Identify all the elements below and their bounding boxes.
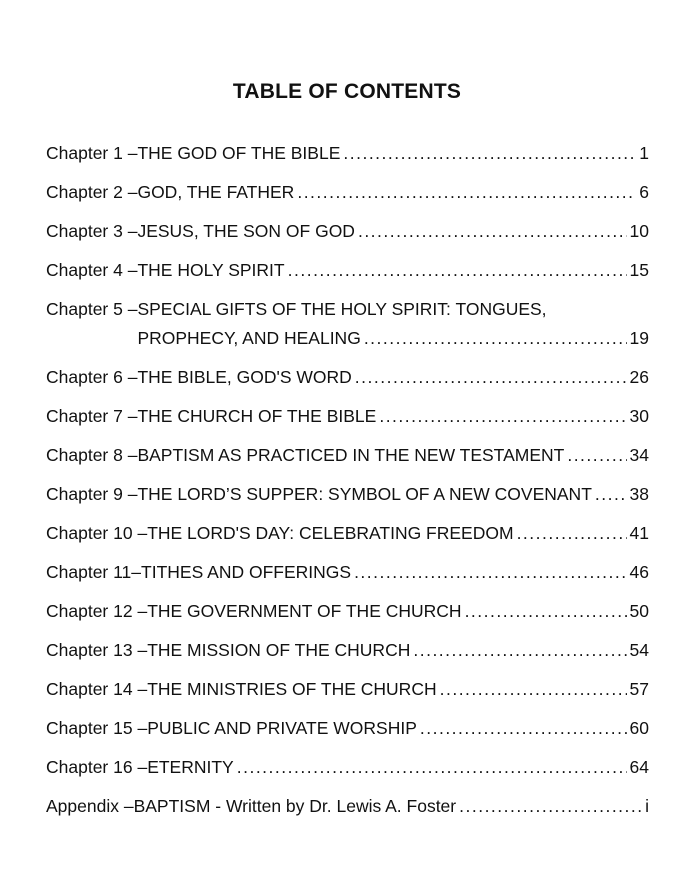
toc-entry-title: GOD, THE FATHER [137, 182, 295, 202]
toc-entry [46, 139, 649, 168]
toc-entry [46, 256, 649, 285]
dot-leader [358, 217, 627, 246]
toc-page-number: i [645, 796, 649, 816]
toc-entry-prefix: Chapter 5 – [46, 299, 138, 319]
toc-entry-title: THE MINISTRIES OF THE CHURCH [147, 679, 437, 699]
dot-leader [595, 480, 627, 509]
toc-entry [46, 295, 649, 353]
toc-entry-prefix: Chapter 6 – [46, 367, 138, 387]
toc-entry [46, 597, 649, 626]
toc-entry-title: BAPTISM - Written by Dr. Lewis A. Foster [133, 796, 457, 816]
toc-entry-prefix: Appendix – [46, 796, 134, 816]
dot-leader [465, 597, 627, 626]
toc-entry-title: THE GOD OF THE BIBLE [137, 143, 341, 163]
toc-page-number: 57 [629, 679, 649, 699]
toc-entry-title: JESUS, THE SON OF GOD [137, 221, 355, 241]
toc-page-number: 1 [639, 143, 649, 163]
page-title: TABLE OF CONTENTS [232, 80, 462, 103]
toc-page-number: 10 [629, 221, 649, 241]
toc-entry-title: BAPTISM AS PRACTICED IN THE NEW TESTAMENT [137, 445, 565, 465]
toc-page-number: 38 [629, 484, 649, 504]
toc-entry-prefix: Chapter 13 – [46, 640, 148, 660]
toc-entry-prefix: Chapter 10 – [46, 523, 148, 543]
toc-entry [46, 714, 649, 743]
toc-page-number: 19 [629, 328, 649, 348]
toc-page-number: 41 [629, 523, 649, 543]
toc-entry [46, 217, 649, 246]
toc-page-number: 6 [639, 182, 649, 202]
toc-entry-prefix: Chapter 14 – [46, 679, 148, 699]
toc-entry [46, 363, 649, 392]
toc-entry-prefix: Chapter 12 – [46, 601, 148, 621]
toc-entry-title: SPECIAL GIFTS OF THE HOLY SPIRIT: TONGUES, [137, 299, 547, 319]
toc-entry-title: THE GOVERNMENT OF THE CHURCH [147, 601, 462, 621]
toc-entry-title: PUBLIC AND PRIVATE WORSHIP [147, 718, 417, 738]
toc-entry [46, 792, 649, 821]
dot-leader [354, 558, 626, 587]
toc-entry-title: THE LORD’S SUPPER: SYMBOL OF A NEW COVENANT [137, 484, 592, 504]
toc-entry [46, 402, 649, 431]
toc-entry [46, 558, 649, 587]
toc-entry-prefix: Chapter 11– [46, 562, 142, 582]
toc-entry-title: THE MISSION OF THE CHURCH [147, 640, 411, 660]
dot-leader [288, 256, 627, 285]
toc-page-number: 26 [629, 367, 649, 387]
toc-entry-prefix: Chapter 4 – [46, 260, 138, 280]
toc-entry-prefix: Chapter 7 – [46, 406, 138, 426]
toc-entry [46, 636, 649, 665]
toc-entry-prefix: Chapter 16 – [46, 757, 148, 777]
dot-leader [459, 792, 642, 821]
dot-leader [343, 139, 636, 168]
toc-entry-title: THE LORD'S DAY: CELEBRATING FREEDOM [147, 523, 514, 543]
toc-entry-prefix: Chapter 8 – [46, 445, 138, 465]
dot-leader [567, 441, 626, 470]
toc-entry-prefix: Chapter 1 – [46, 143, 138, 163]
toc-entry-title: TITHES AND OFFERINGS [141, 562, 352, 582]
toc-entry [46, 675, 649, 704]
dot-leader [517, 519, 627, 548]
toc-entry-title: THE BIBLE, GOD'S WORD [137, 367, 352, 387]
dot-leader [237, 753, 627, 782]
dot-leader [355, 363, 627, 392]
dot-leader [364, 324, 627, 353]
toc-page-number: 34 [629, 445, 649, 465]
toc-entry-title: THE CHURCH OF THE BIBLE [137, 406, 377, 426]
toc-page-number: 60 [629, 718, 649, 738]
dot-leader [297, 178, 636, 207]
toc-page-number: 54 [629, 640, 649, 660]
toc-entry-prefix: Chapter 2 – [46, 182, 138, 202]
toc-page-number: 15 [629, 260, 649, 280]
toc-page-number: 30 [629, 406, 649, 426]
toc-entry-prefix: Chapter 3 – [46, 221, 138, 241]
table-of-contents [46, 139, 649, 831]
toc-page-number: 64 [629, 757, 649, 777]
toc-entry-prefix: Chapter 9 – [46, 484, 138, 504]
toc-entry-title: THE HOLY SPIRIT [137, 260, 285, 280]
toc-entry [46, 441, 649, 470]
toc-entry-prefix: Chapter 15 – [46, 718, 148, 738]
toc-entry [46, 519, 649, 548]
dot-leader [379, 402, 626, 431]
toc-entry [46, 753, 649, 782]
dot-leader [420, 714, 627, 743]
dot-leader [413, 636, 626, 665]
toc-entry [46, 480, 649, 509]
dot-leader [440, 675, 627, 704]
toc-entry-title: ETERNITY [147, 757, 234, 777]
toc-page-number: 46 [629, 562, 649, 582]
toc-page-number: 50 [629, 601, 649, 621]
toc-entry-title: PROPHECY, AND HEALING [137, 328, 361, 348]
toc-entry [46, 178, 649, 207]
